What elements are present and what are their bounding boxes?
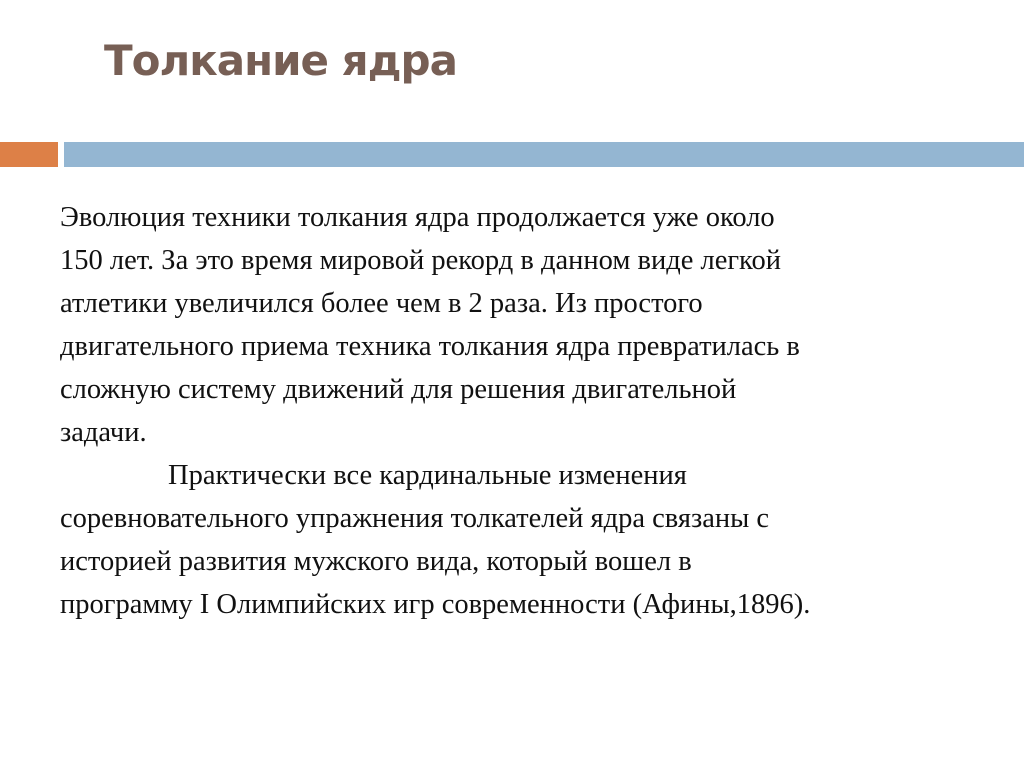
text-line: соревновательного упражнения толкателей ядра связаны с (60, 503, 770, 534)
text-line: историей развития мужского вида, который вошел в (60, 546, 692, 577)
text-line: Практически все кардинальные изменения (168, 460, 687, 491)
text-line: 150 лет. За это время мировой рекорд в данном виде легкой (60, 245, 781, 276)
text-line: двигательного приема техника толкания ядра превратилась в (60, 331, 800, 362)
paragraph-history (60, 454, 980, 626)
text-line: задачи. (60, 417, 147, 448)
paragraph-evolution (60, 196, 980, 454)
accent-bar-blue (64, 142, 1024, 167)
text-line: сложную систему движений для решения двигательной (60, 374, 737, 405)
slide-body (60, 196, 980, 626)
accent-bar-orange (0, 142, 58, 167)
text-line: атлетики увеличился более чем в 2 раза. Из простого (60, 288, 703, 319)
text-line: программу I Олимпийских игр современности (Афины,1896). (60, 589, 811, 620)
slide-title: Толкание ядра (104, 36, 457, 85)
text-line: Эволюция техники толкания ядра продолжается уже около (60, 202, 775, 233)
